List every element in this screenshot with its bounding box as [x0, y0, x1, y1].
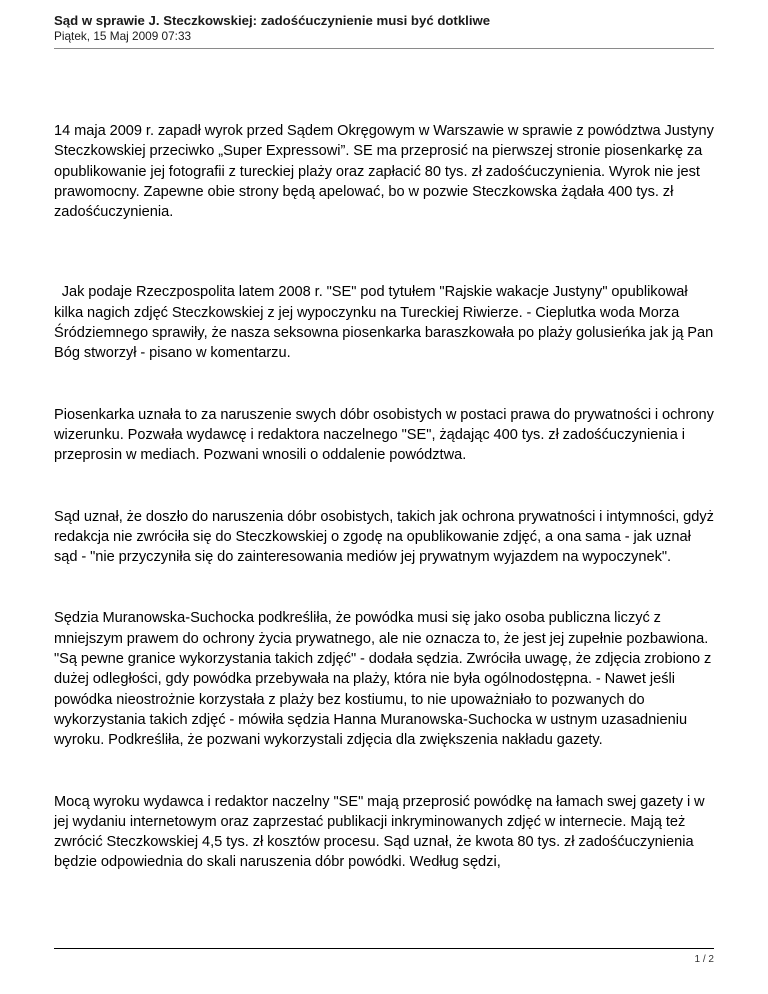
article-date: Piątek, 15 Maj 2009 07:33 — [54, 29, 192, 43]
paragraph: Jak podaje Rzeczpospolita latem 2008 r. "SE" pod tytułem "Rajskie wakacje Justyny" opublikował kilka nagich zdjęć Steczkowskiej z jej wypoczynku na Tureckiej Riwierze. - Cieplutka woda Morza Śródziemnego sprawiły, że nasza seksowna piosenkarka baraszkowała po plaży golusieńka jak ją Pan Bóg stworzył - pisano w komentarzu. — [54, 284, 718, 362]
paragraph-spacer — [54, 567, 714, 608]
page-number: 1 / 2 — [694, 954, 714, 965]
paragraph-spacer — [54, 751, 714, 792]
paragraph: 14 maja 2009 r. zapadł wyrok przed Sądem Okręgowym w Warszawie w sprawie z powództwa Justyny Steczkowskiej przeciwko „Super Expressowi”. SE ma przeprosić na pierwszej stronie piosenkarkę za opublikowanie jej fotografii z tureckiej plaży oraz zapłacić 80 tys. zł zadośćuczynienia. Wyrok nie jest prawomocny. Zapewne obie strony będą apelować, bo w pozwie Steczkowska żądała 400 tys. zł zadośćuczynienia. — [54, 123, 714, 221]
article-title: Sąd w sprawie J. Steczkowskiej: zadośćuczynienie musi być dotkliwe — [54, 13, 491, 28]
paragraph: Mocą wyroku wydawca i redaktor naczelny "SE" mają przeprosić powódkę na łamach swej gazety i w jej wydaniu internetowym oraz zaprzestać publikacji inkryminowanych zdjęć w internecie. Mają też zwrócić Steczkowskiej 4,5 tys. zł kosztów procesu. Sąd uznał, że kwota 80 tys. zł zadośćuczynienia będzie odpowiednia do skali naruszenia dóbr powódki. Według sędzi, — [54, 793, 705, 871]
paragraph-spacer — [54, 364, 714, 405]
document-header — [54, 12, 714, 44]
footer-divider — [54, 948, 714, 949]
article-body — [54, 121, 718, 873]
paragraph-spacer — [54, 466, 714, 507]
paragraph: Piosenkarka uznała to za naruszenie swych dóbr osobistych w postaci prawa do prywatności i ochrony wizerunku. Pozwała wydawcę i redaktora naczelnego "SE", żądając 400 tys. zł zadośćuczynienia i przeprosin w mediach. Pozwani wnosili o oddalenie powództwa. — [54, 406, 714, 464]
paragraph: Sędzia Muranowska-Suchocka podkreśliła, że powódka musi się jako osoba publiczna liczyć z mniejszym prawem do ochrony życia prywatnego, ale nie oznacza to, że jest jej zupełnie pozbawiona. "Są pewne granice wykorzystania takich zdjęć" - dodała sędzia. Zwróciła uwagę, że zdjęcia zrobiono z dużej odległości, gdy powódka przebywała na plaży, która nie była ogólnodostępna. - Nawet jeśli powódka nieostrożnie korzystała z plaży bez kostiumu, to nie upoważniało to pozwanych do wykorzystania takich zdjęć - mówiła sędzia Hanna Muranowska-Suchocka w ustnym uzasadnieniu wyroku. Podkreśliła, że pozwani wykorzystali zdjęcia dla zwiększenia nakładu gazety. — [54, 610, 712, 749]
header-divider — [54, 48, 714, 49]
paragraph-spacer — [54, 222, 714, 282]
paragraph: Sąd uznał, że doszło do naruszenia dóbr osobistych, takich jak ochrona prywatności i intymności, gdyż redakcja nie zwróciła się do Steczkowskiej o zgodę na opublikowanie zdjęć, a ona sama - jak uznał sąd - "nie przyczyniła się do zainteresowania mediów jej prywatnym wyjazdem na wypoczynek". — [54, 508, 714, 566]
